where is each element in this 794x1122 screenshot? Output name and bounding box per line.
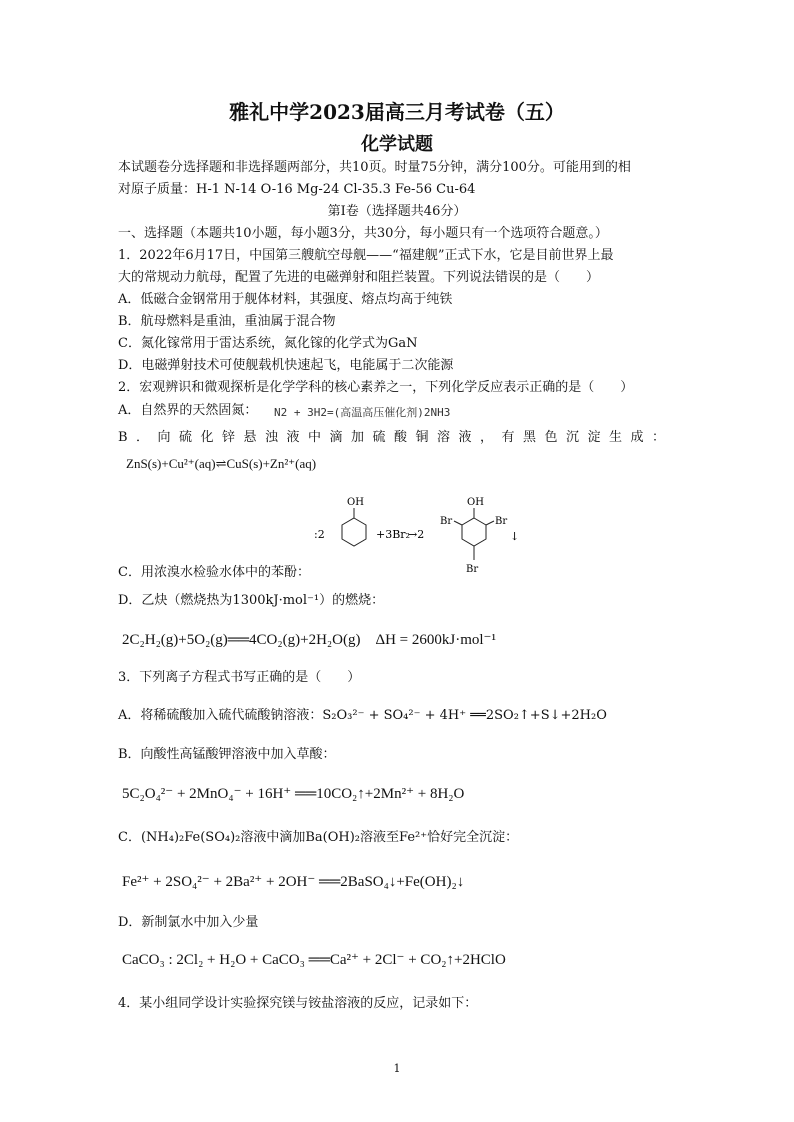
phenol-structure [342, 497, 366, 546]
q3-option-c: C．(NH₄)₂Fe(SO₄)₂溶液中滴加Ba(OH)₂溶液至Fe²⁺恰好完全沉淀： [118, 830, 519, 845]
q3-stem: 3．下列离子方程式书写正确的是（ ） [118, 670, 361, 685]
q4-stem: 4．某小组同学设计实验探究镁与铵盐溶液的反应，记录如下： [118, 996, 478, 1011]
intro-line-2: 对原子质量：H-1 N-14 O-16 Mg-24 Cl-35.3 Fe-56 Cu-64 [118, 182, 476, 197]
product-br-right: Br [495, 516, 508, 527]
q3-option-b-equation: 5C₂O₄²⁻ + 2MnO₄⁻ + 16H⁺ ══10CO₂↑+2Mn²⁺ + 8H₂O [122, 786, 465, 802]
q1-option-d: D．电磁弹射技术可使舰载机快速起飞，电能属于二次能源 [118, 358, 454, 373]
q3-option-d: D．新制氯水中加入少量 [118, 915, 259, 930]
q3-option-c-equation: Fe²⁺ + 2SO₄²⁻ + 2Ba²⁺ + 2OH⁻ ══2BaSO₄↓+Fe(OH)₂↓ [122, 874, 465, 890]
q2-option-a-equation: N2 + 3H2=(高温高压催化剂)2NH3 [274, 406, 451, 419]
q1-option-a: A．低磁合金钢常用于舰体材料，其强度、熔点均高于纯铁 [118, 292, 453, 307]
q1-option-b: B．航母燃料是重油，重油属于混合物 [118, 314, 336, 329]
phenol-bromination-scheme [300, 492, 530, 580]
q3-option-a: A．将稀硫酸加入硫代硫酸钠溶液：S₂O₃²⁻ + SO₄²⁻ + 4H⁺ ══2SO₂↑+S↓+2H₂O [118, 708, 607, 723]
product-oh-label: OH [467, 497, 484, 508]
q3-option-d-equation: CaCO₃ : 2Cl₂ + H₂O + CaCO₃ ══Ca²⁺ + 2Cl⁻ + CO₂↑+2HClO [122, 952, 506, 968]
q2-option-a: A．自然界的天然固氮： [118, 403, 258, 418]
q1-stem-line-1: 1．2022年6月17日，中国第三艘航空母舰——“福建舰”正式下水，它是目前世界上最 [118, 248, 614, 263]
q1-option-c: C．氮化镓常用于雷达系统，氮化镓的化学式为GaN [118, 336, 418, 351]
tribromophenol-structure [440, 497, 507, 575]
q2-option-c: C．用浓溴水检验水体中的苯酚： [118, 565, 310, 580]
intro-line-1: 本试题卷分选择题和非选择题两部分，共10页。时量75分钟，满分100分。可能用到的相 [118, 160, 631, 175]
precipitate-arrow: ↓ [510, 530, 520, 543]
product-br-bottom: Br [466, 564, 479, 575]
section-heading: 一、选择题（本题共10小题，每小题3分，共30分，每小题只有一个选项符合题意。） [118, 226, 608, 241]
page-number: 1 [393, 1062, 401, 1075]
exam-title: 雅礼中学2023届高三月考试卷（五） [229, 100, 565, 124]
q3-option-b: B．向酸性高锰酸钾溶液中加入草酸： [118, 747, 336, 762]
part1-heading: 第Ⅰ卷（选择题共46分） [327, 204, 467, 219]
product-br-left: Br [440, 516, 453, 527]
q2-option-d-equation: 2C₂H₂(g)+5O₂(g)══4CO₂(g)+2H₂O(g) ΔH = 2600kJ·mol⁻¹ [122, 632, 496, 648]
subject-title: 化学试题 [361, 134, 433, 155]
q2-option-b: B．向硫化锌悬浊液中滴加硫酸铜溶液，有黑色沉淀生成： [118, 430, 674, 445]
scheme-coefficient: :2 [314, 528, 325, 541]
q2-stem: 2．宏观辨识和微观探析是化学学科的核心素养之一，下列化学反应表示正确的是（ ） [118, 380, 634, 395]
scheme-reagent: +3Br₂ [376, 528, 410, 541]
q1-stem-line-2: 大的常规动力航母，配置了先进的电磁弹射和阻拦装置。下列说法错误的是（ ） [118, 270, 600, 285]
phenol-oh-label: OH [347, 497, 364, 508]
q2-option-d: D．乙炔（燃烧热为1300kJ·mol⁻¹）的燃烧： [118, 593, 385, 608]
scheme-arrow: →2 [408, 528, 425, 541]
q2-option-b-equation: ZnS(s)+Cu²⁺(aq)⇌CuS(s)+Zn²⁺(aq) [126, 456, 317, 471]
